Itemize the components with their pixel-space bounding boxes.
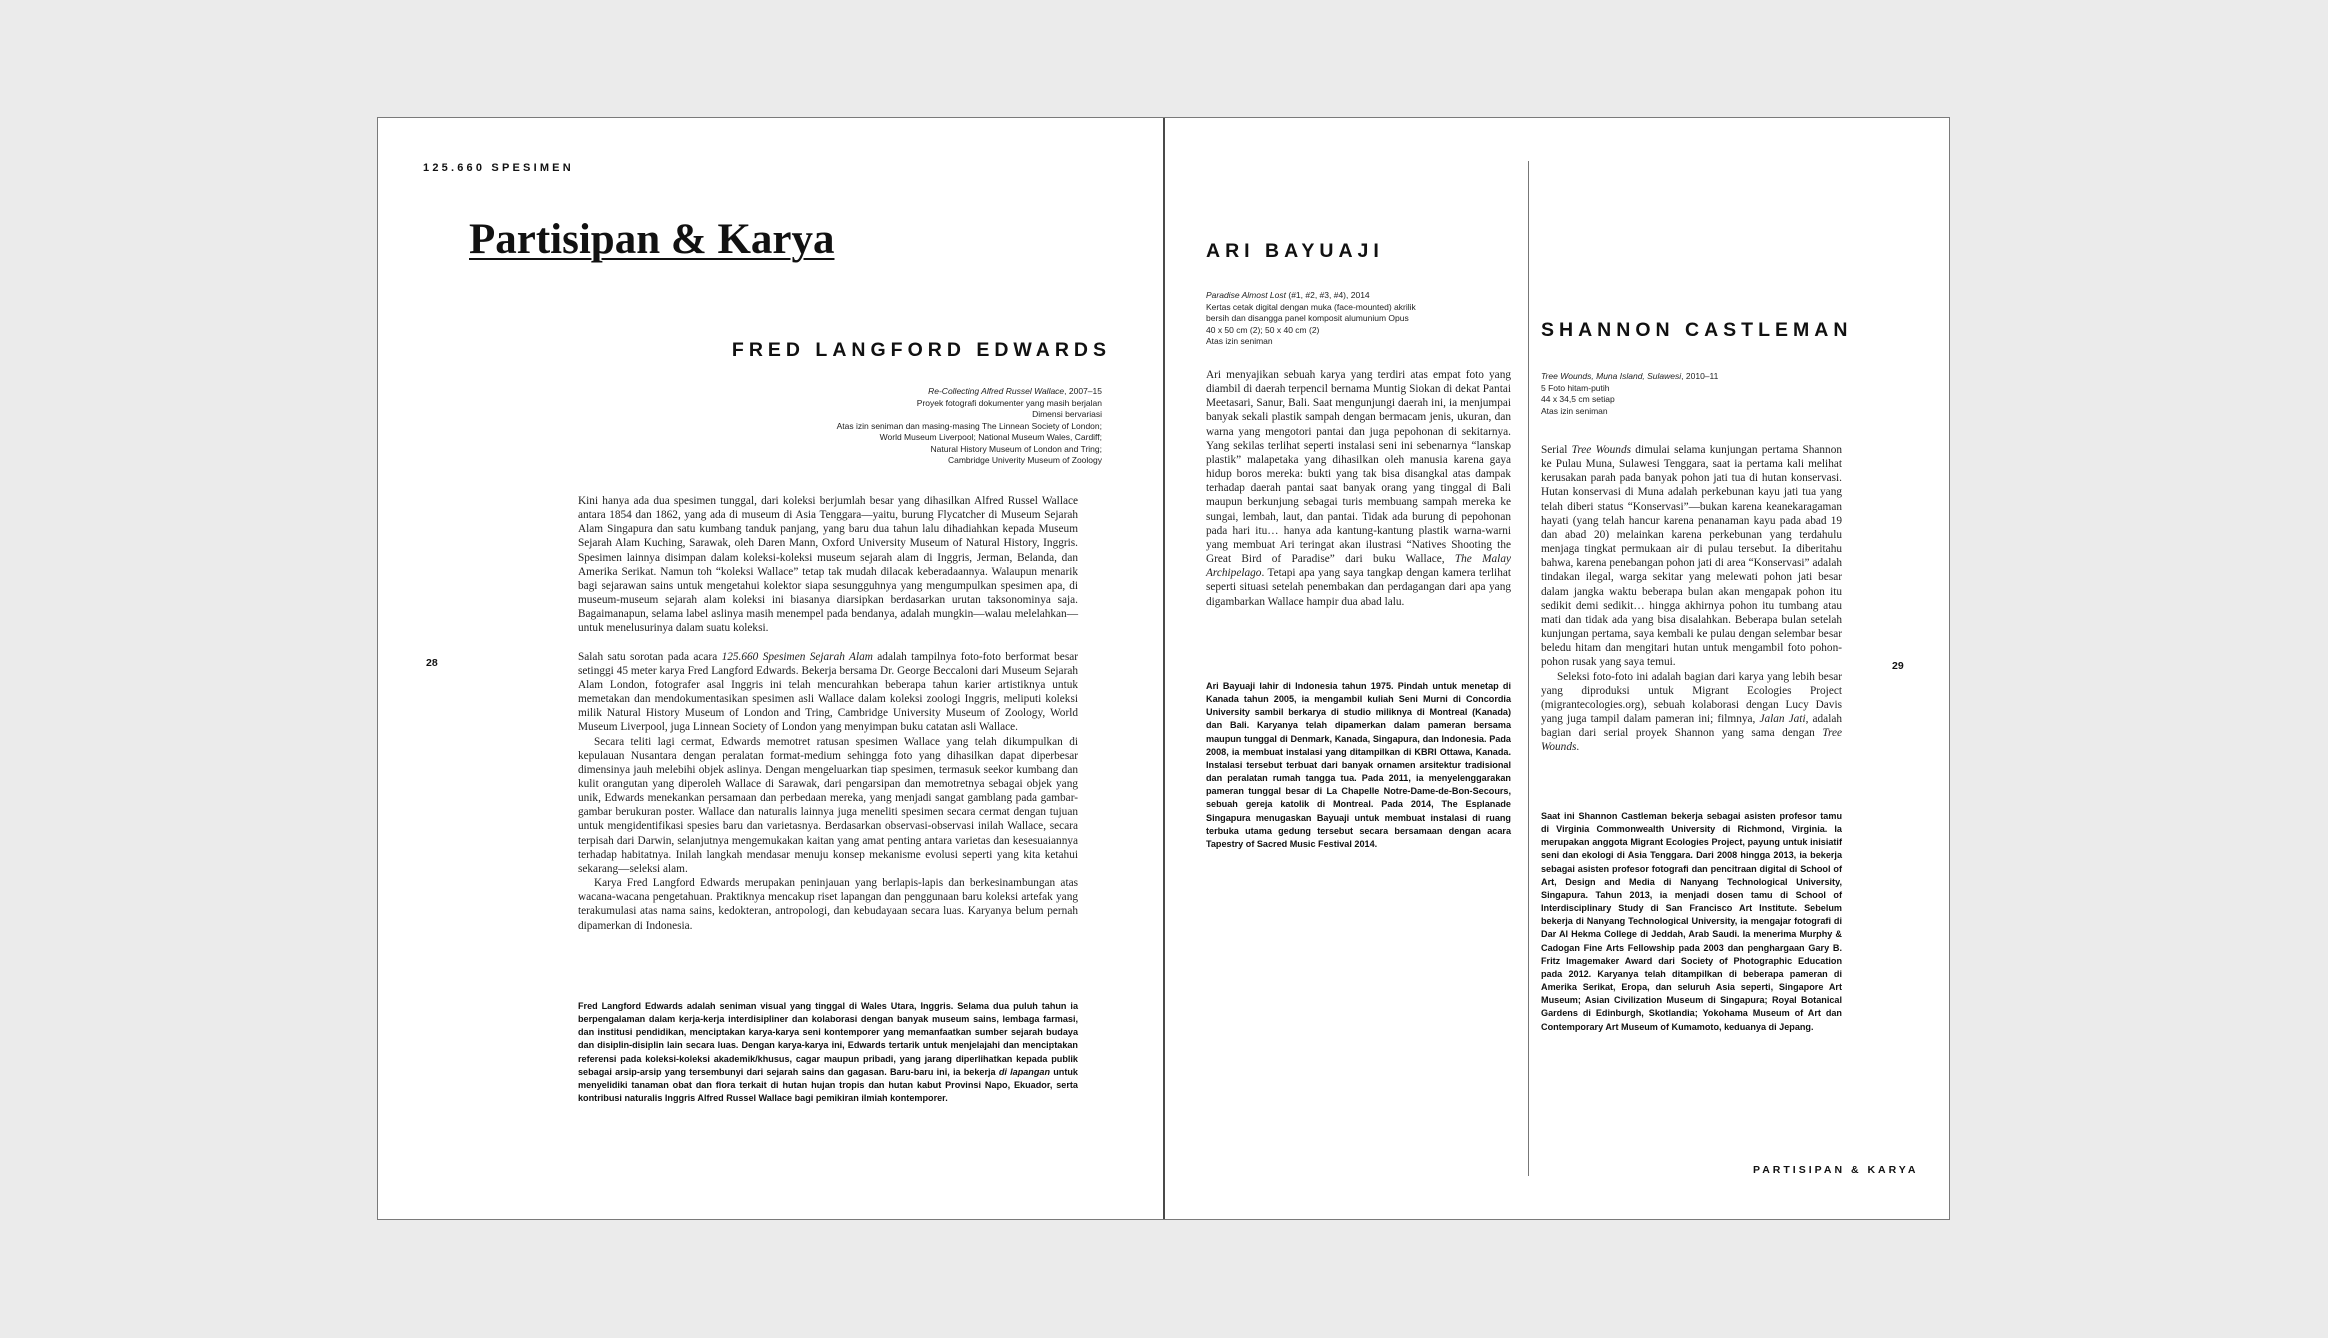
caption-line: World Museum Liverpool; National Museum Wales, Cardiff; [879,432,1102,442]
caption-title-line [837,386,1102,398]
caption-line: Atas izin seniman [1541,405,1608,416]
artist-bio-bayuaji: Ari Bayuaji lahir di Indonesia tahun 1975. Pindah untuk menetap di Kanada tahun 2005, ia mengambil kuliah Seni Murni di Concordia University sambil berkarya di studio miliknya di Montreal (Kanada) dan Bali. Karyanya telah dipamerkan dalam pameran bersama maupun tunggal di Denmark, Kanada, Singapura, dan Indonesia. Pada 2008, ia membuat instalasi yang ditampilkan di KBRI Ottawa, Kanada. Instalasi tersebut terbuat dari banyak ornamen arsitektur tradisional dan peralatan rumah tangga tua. Pada 2011, ia menyelenggarakan pameran tunggal besar di La Chapelle Notre-Dame-de-Bon-Secours, sebuah gereja katolik di Montreal. Pada 2014, The Esplanade Singapura menugaskan Bayuaji untuk membuat instalasi di ruang terbuka utama gedung tersebut secara bersamaan dengan acara Tapestry of Sacred Music Festival 2014. [1206,681,1511,849]
page-title: Partisipan & Karya [469,216,835,263]
caption-title-line [1206,290,1416,302]
artist-bio-castleman: Saat ini Shannon Castleman bekerja sebagai asisten profesor tamu di Virginia Commonwealth University di Richmond, Virginia. Ia merupakan anggota Migrant Ecologies Project, payung untuk inisiatif seni dan ekologi di Asia Tenggara. Dari 2008 hingga 2013, ia bekerja sebagai asisten profesor fotografi dan pencitraan digital di School of Art, Design and Media di Nanyang Technological University, Singapura. Tahun 2013, ia menjadi dosen tamu di School of Interdisciplinary Study di San Francisco Art Institute. Sebelum bekerja di Nanyang Technological University, ia mengajar fotografi di Dar Al Hekma College di Jeddah, Arab Saudi. Ia menerima Murphy & Cadogan Fine Arts Fellowship pada 2003 dan penghargaan Gary B. Fritz Imagemaker Award dari Society of Photographic Education pada 2012. Karyanya telah ditampilkan di beberapa pameran di Amerika Serikat, Eropa, dan seluruh Asia seperti, Singapore Art Museum; Asian Civilization Museum di Singapura; Royal Botanical Gardens di Edinburgh, Skotlandia; Yokohama Museum of Art dan Contemporary Art Museum of Kumamoto, keduanya di Jepang. [1541,811,1842,1032]
caption-title-line [1541,371,1718,383]
artwork-year: (#1, #2, #3, #4), 2014 [1286,290,1370,300]
page-number-right: 29 [1892,660,1904,672]
caption-line: 44 x 34,5 cm setiap [1541,394,1615,404]
caption-line: Dimensi bervariasi [1032,409,1102,419]
running-head: 125.660 SPESIMEN [423,162,574,174]
book-spread [377,117,1950,1220]
caption-line: Atas izin seniman dan masing-masing The Linnean Society of London; [836,420,1102,431]
paragraph: Salah satu sorotan pada acara 125.660 Spesimen Sejarah Alam adalah tampilnya foto-foto berformat besar setinggi 45 meter karya Fred Langford Edwards. Bekerja bersama Dr. George Beccaloni dari Museum Sejarah Alam London, fotografer asal Inggris ini telah mencurahkan beberapa tahun karier artistiknya untuk memetakan dan mendokumentasikan spesimen asli Wallace dalam koleksi zoologi Inggris, meliputi koleksi milik Natural History Museum of London and Tring, Cambridge University Museum of Zoology, World Museum Liverpool, juga Linnean Society of London yang menyimpan buku catatan asli Wallace. [578,650,1078,734]
page-number-left: 28 [426,657,438,669]
artwork-caption-edwards [837,386,1102,467]
column-rule [1528,161,1529,1176]
caption-line: Cambridge Univerity Museum of Zoology [947,455,1102,465]
artwork-year: , 2007–15 [1064,386,1102,396]
body-text-edwards [578,494,1078,933]
artist-name-bayuaji: ARI BAYUAJI [1206,240,1384,262]
artwork-title: Tree Wounds, Muna Island, Sulawesi [1541,371,1682,381]
caption-line: Kertas cetak digital dengan muka (face-mounted) akrilik [1206,301,1416,312]
caption-line: bersih dan disangga panel komposit alumunium Opus [1206,313,1409,323]
body-text-bayuaji: Ari menyajikan sebuah karya yang terdiri atas empat foto yang diambil di daerah terpencil bernama Muntig Siokan di dekat Pantai Meetasari, Sanur, Bali. Saat mengunjungi daerah ini, ia menjumpai banyak sekali plastik sampah dengan bermacam jenis, ukuran, dan warna yang mengotori pantai dan juga pepohonan di sekitarnya. Yang sekilas terlihat seperti instalasi seni ini sebenarnya “lanskap plastik” malapetaka yang dihasilkan oleh manusia karena gaya hidup boros mereka: bukti yang tak bisa disangkal atas dampak terhadap daerah pantai saat banyak orang yang tinggal di Bali maupun berkunjung sebagai turis membuang sampah mereka ke sungai, lembah, laut, dan pantai. Tidak ada burung di pepohonan pada hari itu… hanya ada kantung-kantung plastik warna-warni yang membuat Ari teringat akan ilustrasi “Natives Shooting the Great Bird of Paradise” dari buku Wallace, The Malay Archipelago. Tetapi apa yang saya tangkap dengan kamera terlihat seperti situasi setelah penembakan dan perdagangan dari apa yang digambarkan Wallace hampir dua abad lalu. [1206,369,1511,608]
artist-name-edwards: FRED LANGFORD EDWARDS [731,339,1111,361]
caption-line: 5 Foto hitam-putih [1541,382,1610,393]
caption-line: Atas izin seniman [1206,336,1273,346]
book-spine [1163,118,1165,1219]
artwork-year: , 2010–11 [1681,371,1719,381]
artwork-title: Re-Collecting Alfred Russel Wallace [928,386,1065,396]
artwork-title: Paradise Almost Lost [1206,290,1286,300]
artwork-caption-castleman [1541,371,1718,417]
caption-line: Natural History Museum of London and Tring; [930,443,1102,454]
paragraph: Karya Fred Langford Edwards merupakan peninjauan yang berlapis-lapis dan berkesinambungan atas wacana-wacana pengetahuan. Praktiknya mencakup riset lapangan dan penggunaan baru koleksi artefak yang terakumulasi atas nama sains, kedokteran, antropologi, dan kebudayaan secara luas. Karyanya belum pernah dipamerkan di Indonesia. [578,877,1078,932]
artist-bio-edwards: Fred Langford Edwards adalah seniman visual yang tinggal di Wales Utara, Inggris. Selama dua puluh tahun ia berpengalaman dalam kerja-kerja interdisipliner dan kolaborasi dengan banyak museum sains, lembaga farmasi, dan institusi pendidikan, menciptakan karya-karya seni kontemporer yang memanfaatkan sumber sejarah budaya dan disiplin-disiplin lain secara luas. Dengan karya-karya ini, Edwards tertarik untuk menjelajahi dan menciptakan referensi pada koleksi-koleksi akademik/khusus, cagar maupun pribadi, yang jarang diperlihatkan kepada publik sebagai arsip-arsip yang tersembunyi dari sejarah sains dan gagasan. Baru-baru ini, ia bekerja di lapangan untuk menyelidiki tanaman obat dan flora terkait di hutan hujan tropis dan hutan kabut Provinsi Napo, Ekuador, serta kontribusi naturalis Inggris Alfred Russel Wallace bagi pemikiran ilmiah kontemporer. [578,1001,1078,1104]
artist-name-castleman: SHANNON CASTLEMAN [1541,319,1853,341]
running-foot: PARTISIPAN & KARYA [1753,1164,1919,1176]
caption-line: Proyek fotografi dokumenter yang masih berjalan [916,397,1102,408]
paragraph: Kini hanya ada dua spesimen tunggal, dari koleksi berjumlah besar yang dihasilkan Alfred Russel Wallace antara 1854 dan 1862, yang ada di museum di Asia Tenggara—yaitu, burung Flycatcher di Museum Sejarah Alam Singapura dan satu kumbang tanduk panjang, yang baru dua tahun lalu dihadiahkan kepada Museum Sejarah Alam Kuching, Sarawak, oleh Daren Mann, Oxford University Museum of Natural History, Inggris. Spesimen lainnya disimpan dalam koleksi-koleksi museum sejarah alam di Inggris, Jerman, Belanda, dan Amerika Serikat. Namun toh “koleksi Wallace” tetap tak mudah dilacak keberadaannya. Walaupun menarik bagi sejarawan sains untuk mengetahui kolektor siapa sesungguhnya yang mengumpulkan spesimen apa, di museum-museum sejarah alam koleksi ini biasanya diarsipkan berdasarkan urutan taksonominya saja. Bagaimanapun, selama label aslinya masih menempel pada bendanya, adalah mungkin—walau melelahkan—untuk menelusurinya dalam suatu koleksi. [578,495,1078,635]
body-text-castleman: Serial Tree Wounds dimulai selama kunjungan pertama Shannon ke Pulau Muna, Sulawesi Tenggara, saat ia pertama kali melihat kerusakan parah pada banyak pohon jati tua di hutan konservasi. Hutan konservasi di Muna adalah perkebunan kayu jati tua yang telah diberi status “Konservasi”—bukan karena keanekaragaman hayati (yang telah hancur karena penanaman kayu pada abad 19 dan abad 20) melainkan karena perkebunan yang terdahulu menjaga tingkat permukaan air di pulau tersebut. Ia diberitahu bahwa, karena penebangan pohon jati di area “Konservasi” adalah tindakan ilegal, warga sekitar yang melewati pohon jati besar dalam jangka waktu beberapa bulan akan mengapak pohon itu sedikit demi sedikit… hingga akhirnya pohon itu tumbang atau mati dan tidak ada yang bisa disalahkan. Beberapa bulan setelah kunjungan pertama, saya kembali ke pulau dengan selembar besar beledu hitam dan mengitari hutan untuk mengambil foto pohon-pohon rusak yang saya temui. Seleksi foto-foto ini adalah bagian dari karya yang lebih besar yang diproduksi untuk Migrant Ecologies Project (migrantecologies.org), sebuah kolaborasi dengan Lucy Davis yang juga tampil dalam pameran ini; filmnya, Jalan Jati, adalah bagian dari serial proyek Shannon yang sama dengan Tree Wounds. [1541,444,1842,754]
caption-line: 40 x 50 cm (2); 50 x 40 cm (2) [1206,324,1320,335]
paragraph: Secara teliti lagi cermat, Edwards memotret ratusan spesimen Wallace yang telah dikumpulkan di kepulauan Nusantara dengan peralatan format-medium sehingga foto yang dihasilkan dapat diperbesar dimensinya jauh melebihi objek aslinya. Dengan mengeluarkan tiap spesimen, termasuk seekor kumbang dan kulit orangutan yang diperoleh Wallace di Sarawak, dari pengarsipan dan memotretnya sebagai objek yang unik, Edwards menekankan persamaan dan perbedaan mereka, yang menjadi sangat gamblang pada gambar-gambar berukuran poster. Wallace dan naturalis lainnya juga meneliti spesimen secara cermat dengan tujuan untuk mengidentifikasi spesies baru dan varietasnya. Berdasarkan observasi-observasi inilah Wallace, secara terpisah dari Darwin, selanjutnya mengemukakan kaitan yang amat penting antara varietas dan kesesuaiannya terhadap habitatnya. Inilah langkah mendasar menuju konsep mekanisme evolusi seperti yang kita ketahui sekarang—seleksi alam. [578,735,1078,875]
artwork-caption-bayuaji [1206,290,1416,348]
